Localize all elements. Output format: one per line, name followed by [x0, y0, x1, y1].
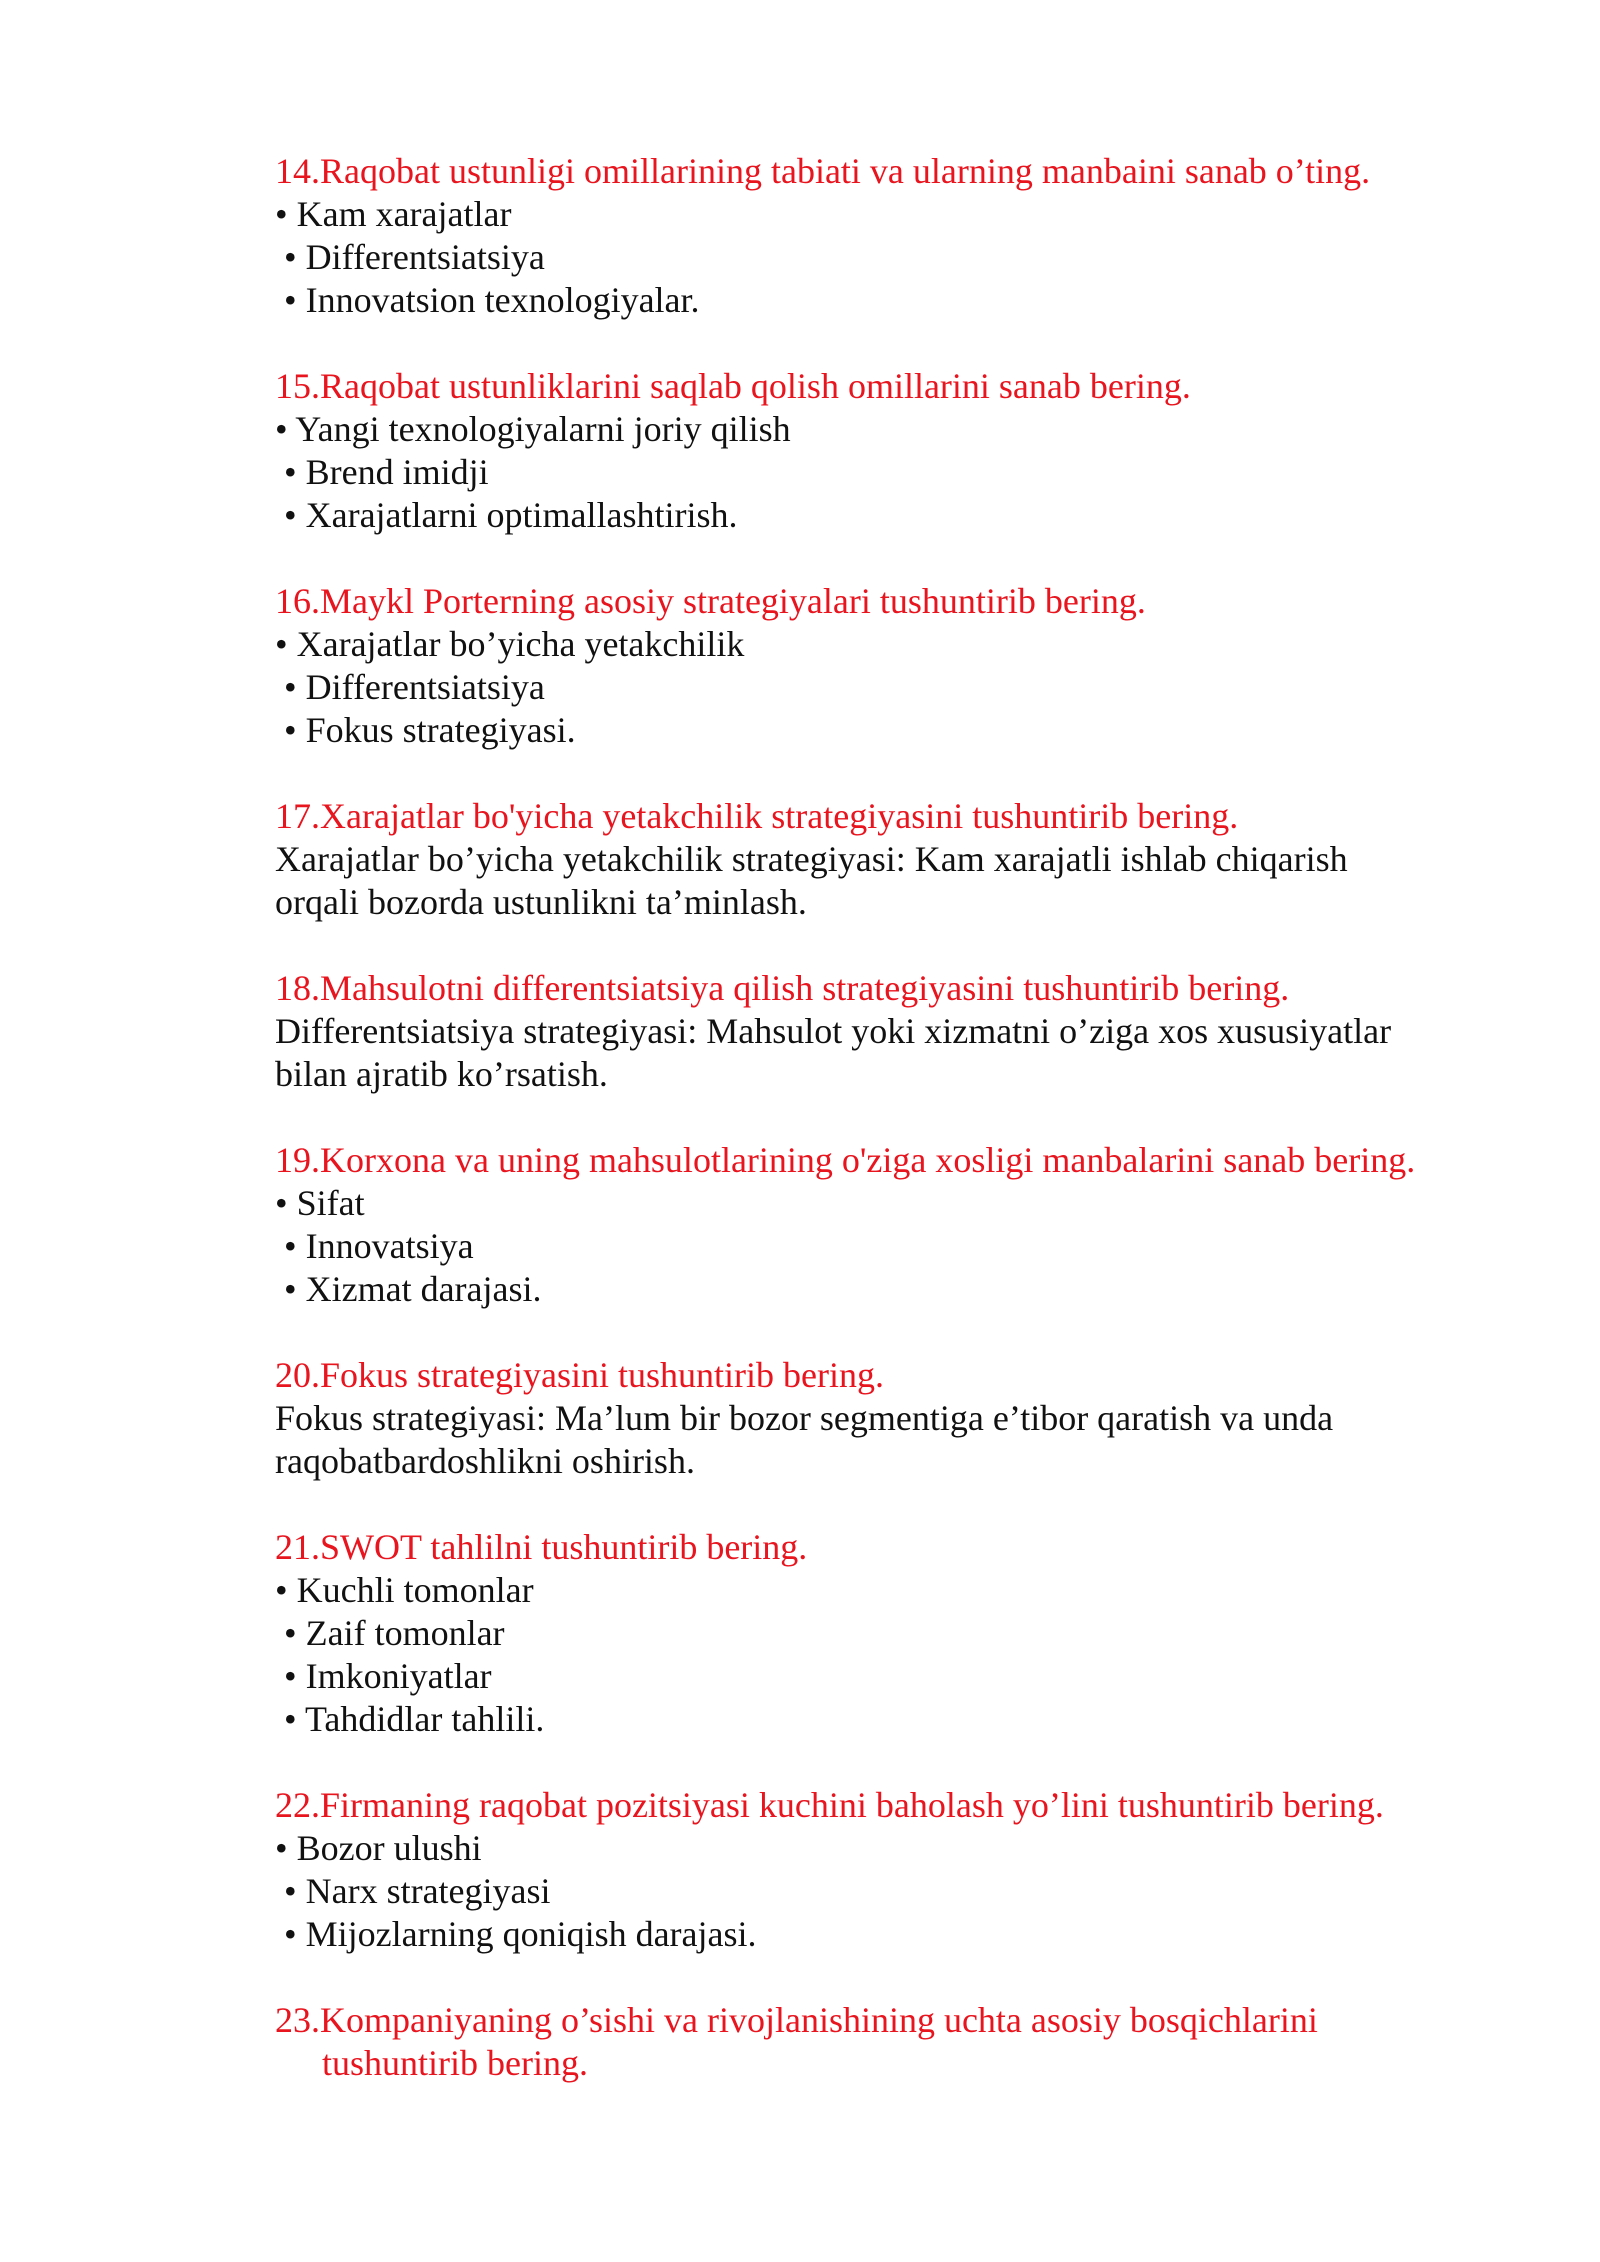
answer-line: orqali bozorda ustunlikni ta’minlash. [275, 882, 807, 922]
answer-line: • Xarajatlarni optimallashtirish. [275, 495, 738, 535]
question-block [275, 580, 1475, 752]
answer-line: • Zaif tomonlar [275, 1613, 505, 1653]
question-title: 23.Kompaniyaning o’sishi va rivojlanishining uchta asosiy bosqichlarini tushuntirib bering. [275, 2000, 1318, 2083]
answer-line: bilan ajratib ko’rsatish. [275, 1054, 608, 1094]
question-title: 20.Fokus strategiyasini tushuntirib bering. [275, 1355, 884, 1395]
question-title: 15.Raqobat ustunliklarini saqlab qolish omillarini sanab bering. [275, 366, 1191, 406]
answer-line: • Fokus strategiyasi. [275, 710, 576, 750]
question-title: 22.Firmaning raqobat pozitsiyasi kuchini baholash yo’lini tushuntirib bering. [275, 1785, 1384, 1825]
answer-line: • Narx strategiyasi [275, 1871, 551, 1911]
answer-line: • Differentsiatsiya [275, 667, 545, 707]
question-block [275, 1999, 1475, 2085]
answer-line: • Xizmat darajasi. [275, 1269, 542, 1309]
answer-line: • Xarajatlar bo’yicha yetakchilik [275, 624, 745, 664]
question-title: 17.Xarajatlar bo'yicha yetakchilik strategiyasini tushuntirib bering. [275, 796, 1239, 836]
answer-line: Xarajatlar bo’yicha yetakchilik strategiyasi: Kam xarajatli ishlab chiqarish [275, 839, 1348, 879]
question-block [275, 365, 1475, 537]
answer-line: • Kam xarajatlar [275, 194, 512, 234]
question-block [275, 1784, 1475, 1956]
answer-line: • Kuchli tomonlar [275, 1570, 534, 1610]
question-block [275, 150, 1475, 322]
answer-line: • Imkoniyatlar [275, 1656, 492, 1696]
answer-line: • Bozor ulushi [275, 1828, 482, 1868]
document-page [275, 150, 1475, 2128]
answer-line: • Innovatsiya [275, 1226, 474, 1266]
question-title: 21.SWOT tahlilni tushuntirib bering. [275, 1527, 808, 1567]
answer-line: • Differentsiatsiya [275, 237, 545, 277]
question-block [275, 795, 1475, 924]
answer-line: Differentsiatsiya strategiyasi: Mahsulot yoki xizmatni o’ziga xos xususiyatlar [275, 1011, 1392, 1051]
answer-line: • Tahdidlar tahlili. [275, 1699, 545, 1739]
answer-line: • Sifat [275, 1183, 365, 1223]
question-title: 18.Mahsulotni differentsiatsiya qilish strategiyasini tushuntirib bering. [275, 968, 1290, 1008]
answer-line: Fokus strategiyasi: Ma’lum bir bozor segmentiga e’tibor qaratish va unda [275, 1398, 1334, 1438]
question-block [275, 1354, 1475, 1483]
answer-line: • Mijozlarning qoniqish darajasi. [275, 1914, 757, 1954]
question-block [275, 1526, 1475, 1741]
answer-line: raqobatbardoshlikni oshirish. [275, 1441, 695, 1481]
answer-line: • Brend imidji [275, 452, 489, 492]
question-block [275, 1139, 1475, 1311]
question-title: 14.Raqobat ustunligi omillarining tabiati va ularning manbaini sanab o’ting. [275, 151, 1371, 191]
question-title: 19.Korxona va uning mahsulotlarining o'ziga xosligi manbalarini sanab bering. [275, 1140, 1416, 1180]
answer-line: • Yangi texnologiyalarni joriy qilish [275, 409, 791, 449]
question-block [275, 967, 1475, 1096]
answer-line: • Innovatsion texnologiyalar. [275, 280, 700, 320]
question-title: 16.Maykl Porterning asosiy strategiyalari tushuntirib bering. [275, 581, 1146, 621]
